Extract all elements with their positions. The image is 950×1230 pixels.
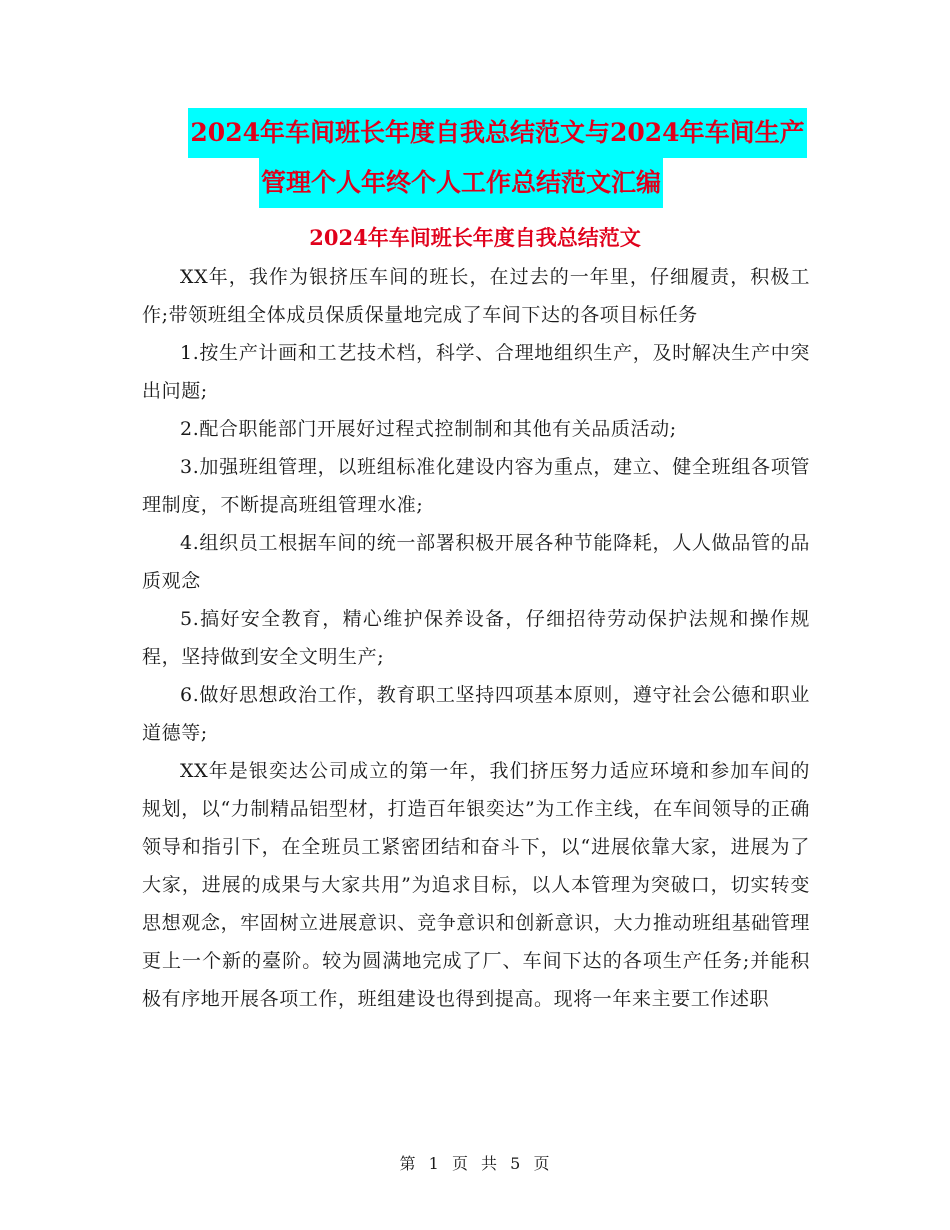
- paragraph: XX年，我作为银挤压车间的班长，在过去的一年里，仔细履责，积极工作;带领班组全体成员保质保量地完成了车间下达的各项目标任务: [142, 266, 810, 326]
- footer-page-unit: 页: [451, 1154, 469, 1173]
- document-body: [142, 258, 810, 1018]
- total-page-count: 5: [510, 1154, 522, 1173]
- footer-total-prefix: 共: [481, 1154, 499, 1173]
- paragraph: 3.加强班组管理，以班组标准化建设内容为重点，建立、健全班组各项管理制度，不断提高班组管理水准;: [142, 456, 810, 516]
- title-line-2: 管理个人年终个人工作总结范文汇编: [259, 158, 663, 208]
- section-heading: 2024年车间班长年度自我总结范文: [309, 225, 641, 250]
- current-page-number: 1: [428, 1154, 440, 1173]
- footer-total-unit: 页: [533, 1154, 551, 1173]
- paragraph: 5.搞好安全教育，精心维护保养设备，仔细招待劳动保护法规和操作规程，坚持做到安全文明生产;: [142, 608, 810, 668]
- footer-prefix: 第: [399, 1154, 417, 1173]
- paragraph: 1.按生产计画和工艺技术档，科学、合理地组织生产，及时解决生产中突出问题;: [142, 342, 810, 402]
- page-footer: [0, 1152, 950, 1176]
- paragraph: XX年是银奕达公司成立的第一年，我们挤压努力适应环境和参加车间的规划，以“力制精品铝型材，打造百年银奕达”为工作主线，在车间领导的正确领导和指引下，在全班员工紧密团结和奋斗下，以“进展依靠大家，进展为了大家，进展的成果与大家共用”为追求目标，以人本管理为突破口，切实转变思想观念，牢固树立进展意识、竞争意识和创新意识，大力推动班组基础管理更上一个新的臺阶。较为圆满地完成了厂、车间下达的各项生产任务;并能积极有序地开展各项工作，班组建设也得到提高。现将一年来主要工作述职: [142, 760, 810, 1010]
- paragraph: 4.组织员工根据车间的统一部署积极开展各种节能降耗，人人做品管的品质观念: [142, 532, 810, 592]
- document-title: [0, 108, 950, 208]
- title-line-1: 2024年车间班长年度自我总结范文与2024年车间生产: [188, 108, 806, 158]
- paragraph: 2.配合职能部门开展好过程式控制制和其他有关品质活动;: [180, 418, 677, 440]
- paragraph: 6.做好思想政治工作，教育职工坚持四项基本原则，遵守社会公德和职业道德等;: [142, 684, 810, 744]
